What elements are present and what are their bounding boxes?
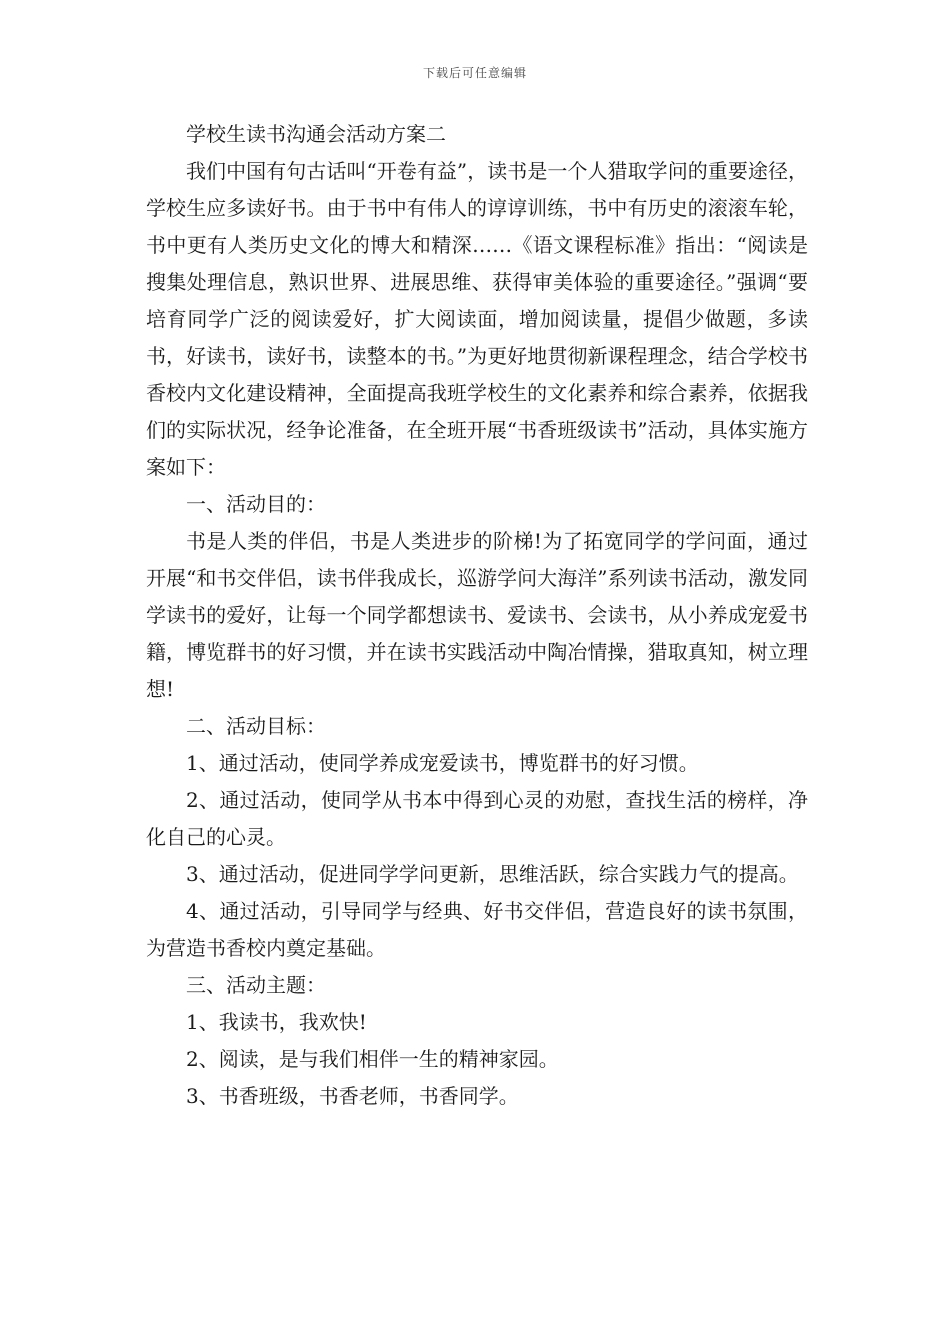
goal-item-4: 4、通过活动，引导同学与经典、好书交伴侣，营造良好的读书氛围，为营造书香校内奠定基础。 [146, 899, 808, 960]
page-header: 下载后可任意编辑 [422, 66, 527, 80]
document-title: 学校生读书沟通会活动方案二 [186, 122, 446, 146]
theme-item-2: 2、阅读，是与我们相伴一生的精神家园。 [186, 1047, 559, 1071]
document-body [146, 116, 808, 1115]
purpose-paragraph: 书是人类的伴侣，书是人类进步的阶梯!为了拓宽同学的学问面，通过开展“和书交伴侣，读书伴我成长，巡游学问大海洋”系列读书活动，激发同学读书的爱好，让每一个同学都想读书、爱读书、会读书，从小养成宠爱书籍，博览群书的好习惯，并在读书实践活动中陶冶情操，猎取真知，树立理想! [146, 529, 808, 701]
theme-item-1: 1、我读书，我欢快! [186, 1010, 367, 1034]
intro-paragraph: 我们中国有句古话叫“开卷有益”，读书是一个人猎取学问的重要途径，学校生应多读好书。由于书中有伟人的谆谆训练，书中有历史的滚滚车轮，书中更有人类历史文化的博大和精深……《语文课程标准》指出：“阅读是搜集处理信息，熟识世界、进展思维、获得审美体验的重要途径。”强调“要培育同学广泛的阅读爱好，扩大阅读面，增加阅读量，提倡少做题，多读书，好读书，读好书，读整本的书。”为更好地贯彻新课程理念，结合学校书香校内文化建设精神，全面提高我班学校生的文化素养和综合素养，依据我们的实际状况，经争论准备，在全班开展“书香班级读书”活动，具体实施方案如下： [146, 159, 808, 479]
section-heading-theme: 三、活动主题： [186, 973, 326, 997]
goal-item-1: 1、通过活动，使同学养成宠爱读书，博览群书的好习惯。 [186, 751, 699, 775]
goal-item-3: 3、通过活动，促进同学学问更新，思维活跃，综合实践力气的提高。 [186, 862, 799, 886]
section-heading-goals: 二、活动目标： [186, 714, 326, 738]
section-heading-purpose: 一、活动目的： [186, 492, 326, 516]
goal-item-2: 2、通过活动，使同学从书本中得到心灵的劝慰，查找生活的榜样，净化自己的心灵。 [146, 788, 808, 849]
theme-item-3: 3、书香班级，书香老师，书香同学。 [186, 1084, 519, 1108]
